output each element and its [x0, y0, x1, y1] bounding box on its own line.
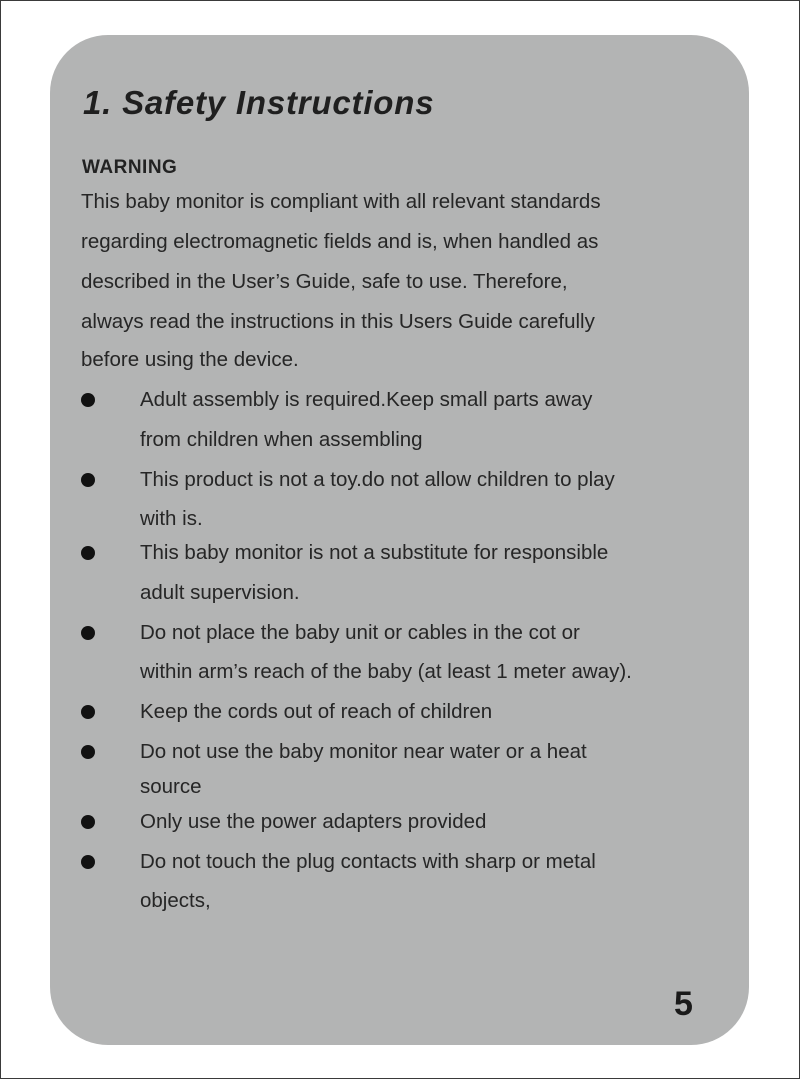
- warning-text-line: described in the User’s Guide, safe to use. Therefore,: [81, 270, 568, 293]
- bullet-text-line: This product is not a toy.do not allow children to play: [140, 468, 615, 491]
- bullet-dot-icon: [81, 473, 95, 487]
- bullet-text-line: objects,: [140, 889, 211, 912]
- bullet-text-line: Keep the cords out of reach of children: [140, 700, 493, 723]
- page-number: 5: [674, 985, 693, 1023]
- warning-text-line: This baby monitor is compliant with all relevant standards: [81, 190, 601, 213]
- bullet-text-line: Do not place the baby unit or cables in the cot or: [140, 621, 580, 644]
- bullet-dot-icon: [81, 705, 95, 719]
- bullet-text-line: within arm’s reach of the baby (at least 1 meter away).: [140, 660, 632, 683]
- bullet-text-line: source: [140, 775, 202, 798]
- bullet-text-line: adult supervision.: [140, 581, 300, 604]
- warning-text-line: regarding electromagnetic fields and is, when handled as: [81, 230, 599, 253]
- bullet-text-line: Adult assembly is required.Keep small parts away: [140, 388, 593, 411]
- bullet-dot-icon: [81, 855, 95, 869]
- bullet-text-line: This baby monitor is not a substitute for responsible: [140, 541, 609, 564]
- bullet-text-line: Do not use the baby monitor near water or a heat: [140, 740, 587, 763]
- bullet-dot-icon: [81, 393, 95, 407]
- bullet-dot-icon: [81, 815, 95, 829]
- bullet-dot-icon: [81, 546, 95, 560]
- bullet-text-line: Only use the power adapters provided: [140, 810, 487, 833]
- bullet-text-line: Do not touch the plug contacts with sharp or metal: [140, 850, 596, 873]
- bullet-dot-icon: [81, 626, 95, 640]
- bullet-text-line: from children when assembling: [140, 428, 423, 451]
- warning-text-line: before using the device.: [81, 348, 299, 371]
- bullet-text-line: with is.: [140, 507, 203, 530]
- bullet-dot-icon: [81, 745, 95, 759]
- warning-text-line: always read the instructions in this Users Guide carefully: [81, 310, 595, 333]
- section-title: 1. Safety Instructions: [83, 84, 435, 121]
- warning-heading: WARNING: [82, 157, 178, 178]
